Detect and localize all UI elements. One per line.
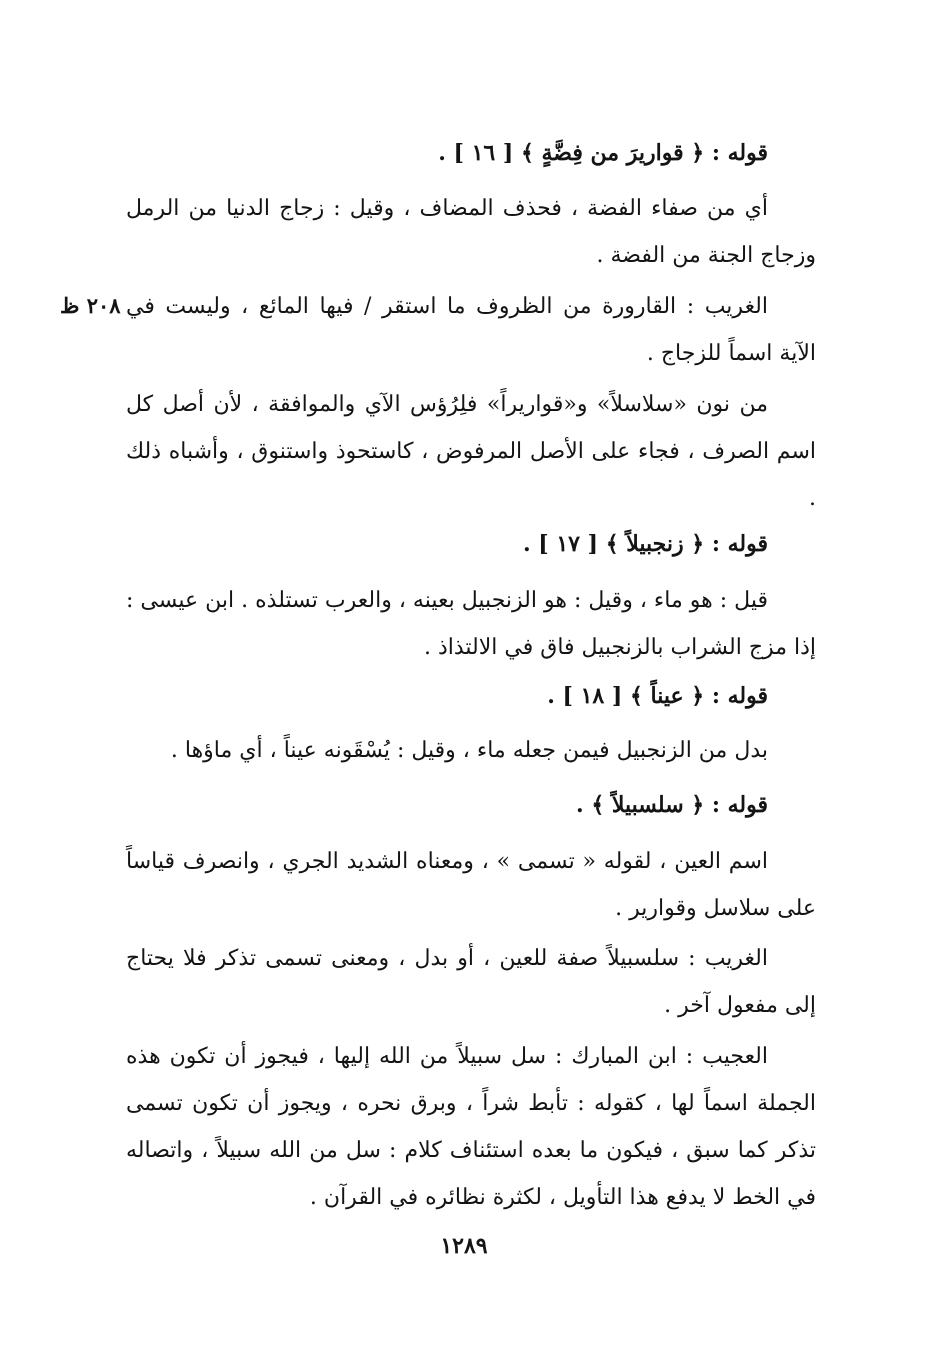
verse-heading-17: قوله : ﴿ زنجبيلاً ﴾ [ ١٧ ] . xyxy=(522,531,768,557)
commentary-paragraph: أي من صفاء الفضة ، فحذف المضاف ، وقيل : زجاج الدنيا من الرمل وزجاج الجنة من الفضة . xyxy=(126,196,816,268)
commentary-paragraph: بدل من الزنجبيل فيمن جعله ماء ، وقيل : يُسْقَونه عيناً ، أي ماؤها . xyxy=(170,738,768,763)
manuscript-folio-note: ٢٠٨ ظ xyxy=(60,293,121,318)
verse-heading-16: قوله : ﴿ قواريرَ من فِضَّةٍ ﴾ [ ١٦ ] . xyxy=(438,140,768,166)
page-number: ١٢٨٩ xyxy=(440,1233,488,1259)
commentary-paragraph: اسم العين ، لقوله « تسمى » ، ومعناه الشديد الجري ، وانصرف قياساً على سلاسل وقوارير . xyxy=(126,849,816,921)
gharib-paragraph: الغريب : القارورة من الظروف ما استقر / فيها المائع ، وليست في الآية اسماً للزجاج . xyxy=(126,294,816,366)
commentary-paragraph: قيل : هو ماء ، وقيل : هو الزنجبيل بعينه ، والعرب تستلذه . ابن عيسى : إذا مزج الشراب بالزنجبيل فاق في الالتذاذ . xyxy=(126,588,816,660)
verse-heading-salsabil: قوله : ﴿ سلسبيلاً ﴾ . xyxy=(576,792,768,818)
verse-heading-18: قوله : ﴿ عيناً ﴾ [ ١٨ ] . xyxy=(547,683,768,709)
gharib-paragraph: الغريب : سلسبيلاً صفة للعين ، أو بدل ، ومعنى تسمى تذكر فلا يحتاج إلى مفعول آخر . xyxy=(126,946,816,1018)
ajib-paragraph: العجيب : ابن المبارك : سل سبيلاً من الله إليها ، فيجوز أن تكون هذه الجملة اسماً لها ، كقوله : تأبط شراً ، وبرق نحره ، ويجوز أن تكون تسمى تذكر كما سبق ، فيكون ما بعده استئناف كلام : سل من الله سبيلاً ، واتصاله في الخط لا يدفع هذا التأويل ، لكثرة نظائره في القرآن . xyxy=(126,1044,817,1210)
commentary-paragraph: من نون «سلاسلاً» و«قواريراً» فلِرُؤس الآي والموافقة ، لأن أصل كل اسم الصرف ، فجاء على الأصل المرفوض ، كاستحوذ واستنوق ، وأشباه ذلك . xyxy=(126,392,816,511)
